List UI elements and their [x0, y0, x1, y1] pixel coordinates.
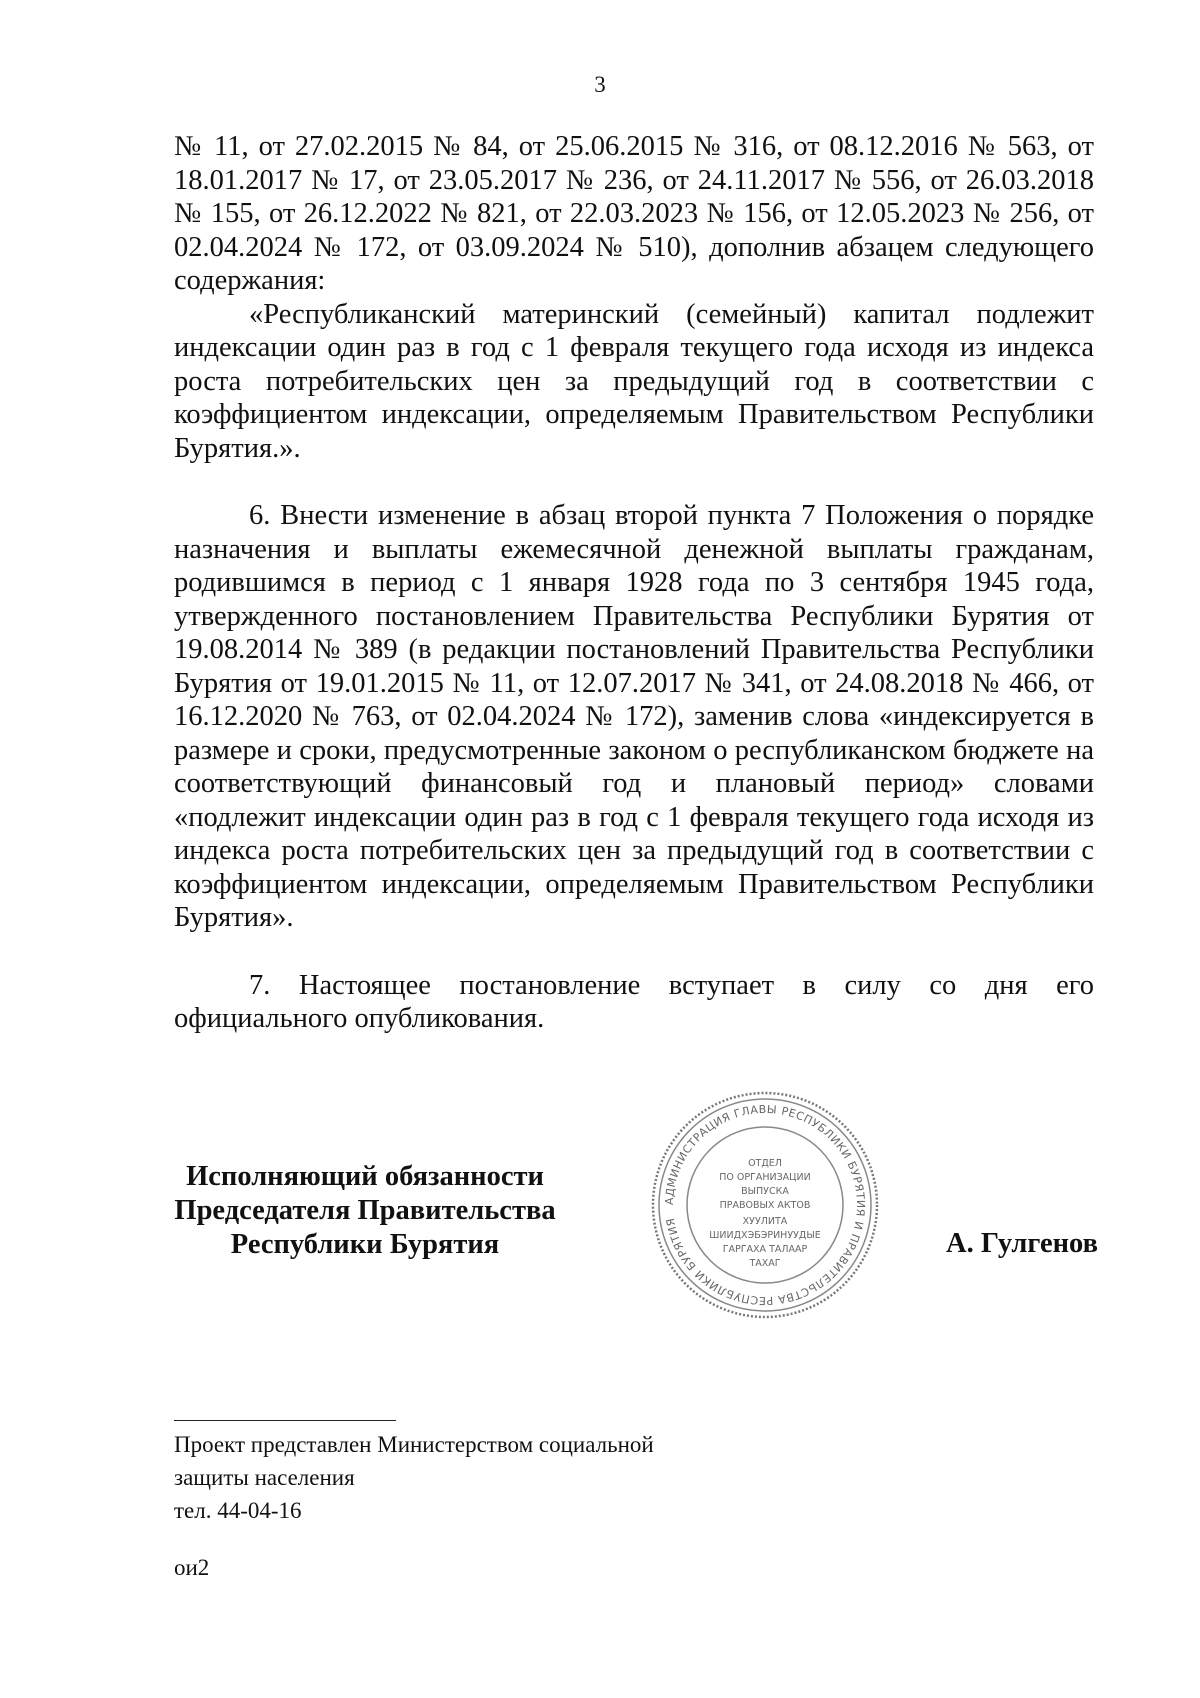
svg-text:ХУУЛИТА: ХУУЛИТА: [742, 1216, 788, 1227]
svg-text:ПРАВОВЫХ АКТОВ: ПРАВОВЫХ АКТОВ: [719, 1200, 811, 1211]
paragraph-item-7: 7. Настоящее постановление вступает в силу со дня его официального опубликования.: [174, 969, 1094, 1034]
svg-text:ГАРГАХА ТАЛААР: ГАРГАХА ТАЛААР: [722, 1244, 808, 1255]
svg-text:ПО ОРГАНИЗАЦИИ: ПО ОРГАНИЗАЦИИ: [719, 1172, 811, 1183]
paragraph-quote: «Республиканский материнский (семейный) капитал подлежит индексации один раз в год с 1 февраля текущего года исходя из индекса роста потребительских цен за предыдущий год в соответствии с коэффициентом индексации, определяемым Правительством Республики Бурятия.».: [174, 298, 1094, 464]
signatory-title: [160, 1160, 570, 1262]
seal-outer-text: АДМИНИСТРАЦИЯ ГЛАВЫ РЕСПУБЛИКИ БУРЯТИЯ И ПРАВИТЕЛЬСТВА РЕСПУБЛИКИ БУРЯТИЯ: [662, 1102, 868, 1308]
footnote-divider: [174, 1420, 396, 1421]
svg-text:ВЫПУСКА: ВЫПУСКА: [741, 1186, 789, 1197]
signatory-title-line: Республики Бурятия: [230, 1229, 500, 1260]
signatory-name: А. Гулгенов: [946, 1228, 1098, 1259]
signatory-title-line: Председателя Правительства: [174, 1195, 556, 1226]
footnote-line: защиты населения: [174, 1465, 355, 1490]
footnote-line: тел. 44-04-16: [174, 1498, 302, 1523]
svg-text:ТАХАГ: ТАХАГ: [749, 1258, 781, 1269]
footnote-line: Проект представлен Министерством социальной: [174, 1432, 654, 1457]
document-code: ои2: [174, 1555, 210, 1580]
svg-text:ШИИДХЭБЭРИНУУДЫЕ: ШИИДХЭБЭРИНУУДЫЕ: [709, 1230, 821, 1241]
page-number: 3: [594, 72, 606, 97]
paragraph-item-6: 6. Внести изменение в абзац второй пункта 7 Положения о порядке назначения и выплаты ежемесячной денежной выплаты гражданам, родившимся в период с 1 января 1928 года по 3 сентября 1945 года, утвержденного постановлением Правительства Республики Бурятия от 19.08.2014 № 389 (в редакции постановлений Правительства Республики Бурятия от 19.01.2015 № 11, от 12.07.2017 № 341, от 24.08.2018 № 466, от 16.12.2020 № 763, от 02.04.2024 № 172), заменив слова «индексируется в размере и сроки, предусмотренные законом о республиканском бюджете на соответствующий финансовый год и плановый период» словами «подлежит индексации один раз в год с 1 февраля текущего года исходя из индекса роста потребительских цен за предыдущий год в соответствии с коэффициентом индексации, определяемым Правительством Республики Бурятия».: [174, 500, 1094, 933]
paragraph-continuation: № 11, от 27.02.2015 № 84, от 25.06.2015 № 316, от 08.12.2016 № 563, от 18.01.2017 № 17, от 23.05.2017 № 236, от 24.11.2017 № 556, от 26.03.2018 № 155, от 26.12.2022 № 821, от 22.03.2023 № 156, от 12.05.2023 № 256, от 02.04.2024 № 172, от 03.09.2024 № 510), дополнив абзацем следующего содержания:: [174, 131, 1094, 296]
document-body: [174, 130, 1094, 1036]
signatory-title-line: Исполняющий обязанности: [186, 1161, 544, 1192]
svg-text:ОТДЕЛ: ОТДЕЛ: [748, 1158, 782, 1169]
official-seal: [650, 1090, 880, 1320]
footnote: [174, 1428, 654, 1527]
